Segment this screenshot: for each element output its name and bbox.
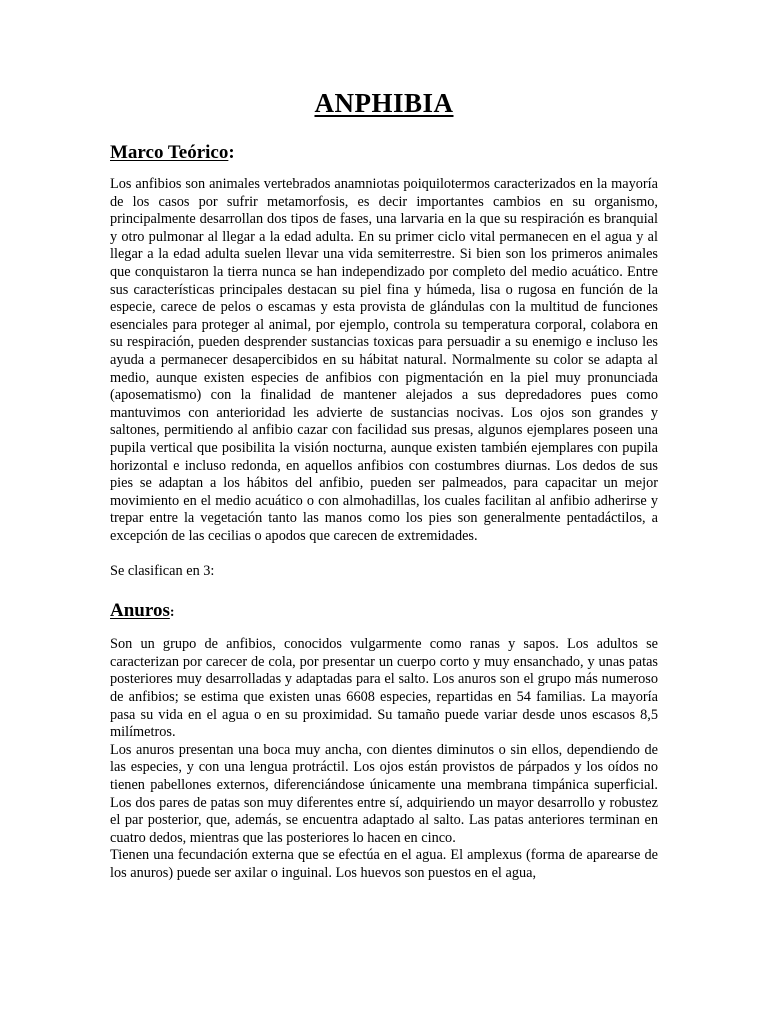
paragraph-anuros-2: Los anuros presentan una boca muy ancha, con dientes diminutos o sin ellos, dependiendo de las especies, y con una lengua protráctil. Los ojos están provistos de párpados y los oídos no tienen pabellones externos, diferenciándose únicamente una membrana timpánica superficial. Los dos pares de patas son muy diferentes entre sí, adquiriendo un mayor desarrollo y robustez el par posterior, que, además, se encuentra adaptado al salto. Las patas anteriores terminan en cuatro dedos, mientras que las posteriores lo hacen en cinco. [110,741,658,846]
paragraph-marco-teorico: Los anfibios son animales vertebrados anamniotas poiquilotermos caracterizados en la mayoría de los casos por sufrir metamorfosis, es decir importantes cambios en su organismo, principalmente desarrollan dos tipos de fases, una larvaria en la que su respiración es branquial y otro pulmonar al llegar a la edad adulta. En su primer ciclo vital permanecen en el agua y al llegar a la edad adulta suelen llevar una vida semiterrestre. Si bien son los primeros animales que conquistaron la tierra nunca se han independizado por completo del medio acuático. Entre sus características principales destacan su piel fina y húmeda, lisa o rugosa en función de la especie, carece de pelos o escamas y esta provista de glándulas con la multitud de funciones esenciales para proteger al animal, por ejemplo, controla su temperatura corporal, colabora en su respiración, pueden desprender sustancias toxicas para persuadir a su enemigo e incluso les ayuda a permanecer desapercibidos en su hábitat natural. Normalmente su color se adapta al medio, aunque existen especies de anfibios con pigmentación en la piel muy pronunciada (aposematismo) con la finalidad de mantener alejados a sus depredadores pues como mantuvimos con anterioridad les advierte de sustancias nocivas. Los ojos son grandes y saltones, permitiendo al anfibio cazar con facilidad sus presas, algunos ejemplares poseen una pupila vertical que posibilita la visión nocturna, aunque existen también ejemplares con pupila horizontal e incluso redonda, en aquellos anfibios con costumbres diurnas. Los dedos de sus pies se adaptan a los hábitos del anfibio, pueden ser palmeados, para capacitar un mejor movimiento en el medio acuático o con almohadillas, los cuales facilitan al anfibio adherirse y trepar entre la vegetación tanto las manos como los pies son generalmente pentadáctilos, a excepción de las cecilias o apodos que carecen de extremidades. [110,176,658,544]
section-heading-marco-teorico [110,140,658,166]
section-heading-text: Marco Teórico [110,142,229,163]
paragraph-classification: Se clasifican en 3: [110,563,215,580]
document-title: ANPHIBIA [314,88,454,118]
section-heading-text: Anuros [110,600,170,622]
paragraph-anuros-1: Son un grupo de anfibios, conocidos vulgarmente como ranas y sapos. Los adultos se caracterizan por carecer de cola, por presentar un cuerpo corto y muy ensanchado, y unas patas posteriores muy desarrolladas y adaptadas para el salto. Los anuros son el grupo más numeroso de anfibios; se estima que existen unas 6608 especies, repartidas en 54 familias. La mayoría pasa su vida en el agua o en su proximidad. Su tamaño puede variar desde unos escasos 8,5 milímetros. [110,636,658,741]
section-heading-anuros [110,598,658,626]
section-heading-colon: : [169,605,175,621]
paragraph-anuros-3: Tienen una fecundación externa que se efectúa en el agua. El amplexus (forma de aparearse de los anuros) puede ser axilar o inguinal. Los huevos son puestos en el agua, [110,847,658,881]
document-page [110,86,658,883]
section-heading-colon: : [228,142,235,163]
